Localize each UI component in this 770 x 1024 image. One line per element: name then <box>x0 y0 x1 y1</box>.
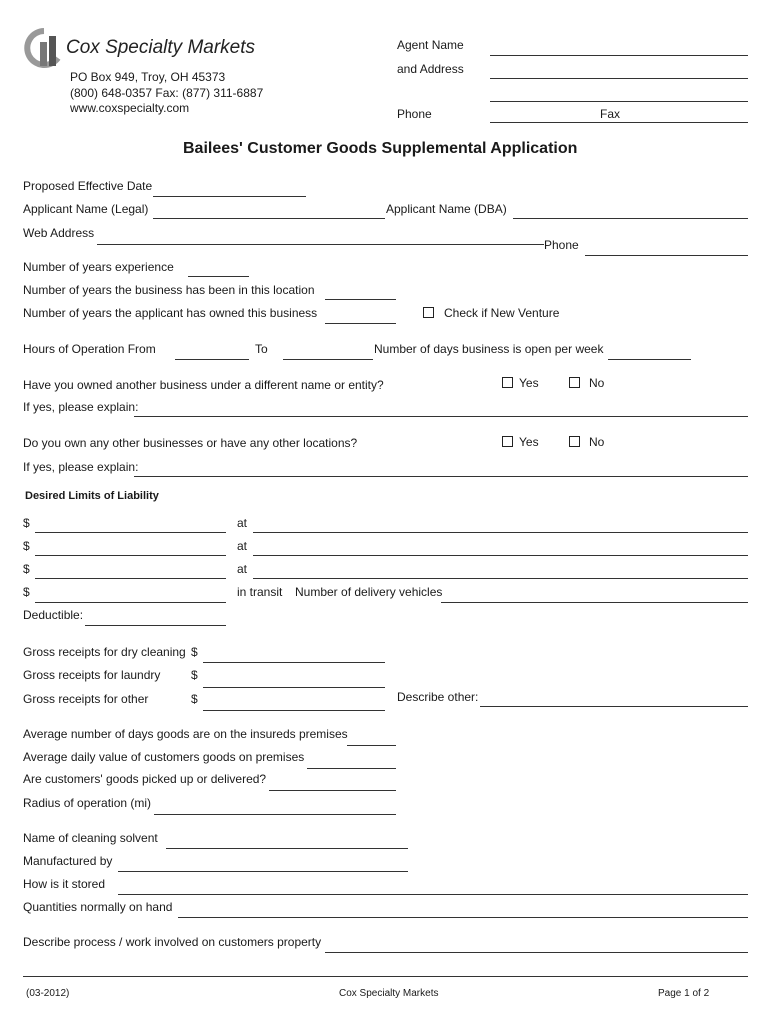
radius-field[interactable] <box>154 814 396 815</box>
owned-other-no-checkbox[interactable] <box>569 377 580 388</box>
company-name: Cox Specialty Markets <box>66 37 256 58</box>
limit-2-location-field[interactable] <box>253 555 748 556</box>
agent-address-field-2[interactable] <box>490 101 748 102</box>
company-logo <box>24 28 62 70</box>
avg-value-field[interactable] <box>307 768 396 769</box>
gross-dry-label: Gross receipts for dry cleaning <box>23 645 186 659</box>
gross-laundry-field[interactable] <box>203 687 385 688</box>
years-location-field[interactable] <box>325 299 396 300</box>
years-owned-label: Number of years the applicant has owned this business <box>23 306 318 320</box>
agent-name-label: Agent Name <box>397 38 464 52</box>
gross-dry-dollar: $ <box>191 645 198 659</box>
gross-other-label: Gross receipts for other <box>23 692 149 706</box>
limit-3-amount-field[interactable] <box>35 578 226 579</box>
owned-other-explain-field[interactable] <box>134 416 748 417</box>
owned-other-question: Have you owned another business under a different name or entity? <box>23 378 384 392</box>
hours-from-field[interactable] <box>175 359 249 360</box>
own-other-no-checkbox[interactable] <box>569 436 580 447</box>
gross-dry-field[interactable] <box>203 662 385 663</box>
company-website: www.coxspecialty.com <box>70 101 190 115</box>
avg-days-field[interactable] <box>347 745 396 746</box>
own-other-explain-label: If yes, please explain: <box>23 460 139 474</box>
proposed-date-label: Proposed Effective Date <box>23 179 153 193</box>
limit-1-dollar: $ <box>23 516 30 530</box>
in-transit-label: in transit <box>237 585 283 599</box>
applicant-legal-field[interactable] <box>153 218 385 219</box>
manufactured-label: Manufactured by <box>23 854 113 868</box>
years-experience-field[interactable] <box>188 276 249 277</box>
limit-2-dollar: $ <box>23 539 30 553</box>
describe-other-field[interactable] <box>480 706 748 707</box>
phone-field[interactable] <box>585 255 748 256</box>
proposed-date-field[interactable] <box>153 196 306 197</box>
form-code: (03-2012) <box>26 988 70 999</box>
gross-laundry-dollar: $ <box>191 668 198 682</box>
footer-divider <box>23 976 748 977</box>
own-other-question: Do you own any other businesses or have any other locations? <box>23 436 358 450</box>
applicant-dba-field[interactable] <box>513 218 748 219</box>
picked-up-field[interactable] <box>269 790 396 791</box>
web-address-field[interactable] <box>97 244 544 245</box>
years-experience-label: Number of years experience <box>23 260 174 274</box>
limit-3-location-field[interactable] <box>253 578 748 579</box>
agent-address-field[interactable] <box>490 78 748 79</box>
delivery-vehicles-field[interactable] <box>441 602 748 603</box>
limit-2-amount-field[interactable] <box>35 555 226 556</box>
days-open-field[interactable] <box>608 359 691 360</box>
deductible-field[interactable] <box>85 625 226 626</box>
own-other-no-label: No <box>589 435 605 449</box>
radius-label: Radius of operation (mi) <box>23 796 152 810</box>
gross-other-dollar: $ <box>191 692 198 706</box>
agent-fax-label: Fax <box>600 107 621 121</box>
picked-up-label: Are customers' goods picked up or delivered? <box>23 772 267 786</box>
gross-laundry-label: Gross receipts for laundry <box>23 668 161 682</box>
company-address: PO Box 949, Troy, OH 45373 <box>70 70 226 84</box>
new-venture-label: Check if New Venture <box>444 306 560 320</box>
deductible-label: Deductible: <box>23 608 84 622</box>
describe-process-field[interactable] <box>325 952 748 953</box>
avg-value-label: Average daily value of customers goods on premises <box>23 750 305 764</box>
hours-to-field[interactable] <box>283 359 373 360</box>
own-other-explain-field[interactable] <box>134 476 748 477</box>
quantities-field[interactable] <box>178 917 748 918</box>
describe-process-label: Describe process / work involved on customers property <box>23 935 322 949</box>
form-title: Bailees' Customer Goods Supplemental Application <box>183 140 578 157</box>
limit-1-amount-field[interactable] <box>35 532 226 533</box>
hours-from-label: Hours of Operation From <box>23 342 156 356</box>
agent-address-label: and Address <box>397 62 464 76</box>
company-phone-fax: (800) 648-0357 Fax: (877) 311-6887 <box>70 86 264 100</box>
days-open-label: Number of days business is open per week <box>374 342 604 356</box>
limits-heading: Desired Limits of Liability <box>25 490 159 502</box>
agent-phone-label: Phone <box>397 107 432 121</box>
agent-phone-fax-field[interactable] <box>490 122 748 123</box>
limit-4-dollar: $ <box>23 585 30 599</box>
limit-4-amount-field[interactable] <box>35 602 226 603</box>
page-number: Page 1 of 2 <box>658 988 710 999</box>
owned-other-explain-label: If yes, please explain: <box>23 400 139 414</box>
solvent-label: Name of cleaning solvent <box>23 831 158 845</box>
manufactured-field[interactable] <box>118 871 408 872</box>
agent-name-field[interactable] <box>490 55 748 56</box>
limit-3-at: at <box>237 562 248 576</box>
avg-days-label: Average number of days goods are on the insureds premises <box>23 727 348 741</box>
gross-other-field[interactable] <box>203 710 385 711</box>
limit-1-at: at <box>237 516 248 530</box>
own-other-yes-label: Yes <box>519 435 539 449</box>
new-venture-checkbox[interactable] <box>423 307 434 318</box>
footer-company: Cox Specialty Markets <box>339 988 439 999</box>
delivery-vehicles-label: Number of delivery vehicles <box>295 585 443 599</box>
limit-2-at: at <box>237 539 248 553</box>
years-location-label: Number of years the business has been in this location <box>23 283 315 297</box>
solvent-field[interactable] <box>166 848 408 849</box>
owned-other-yes-checkbox[interactable] <box>502 377 513 388</box>
web-address-label: Web Address <box>23 226 95 240</box>
years-owned-field[interactable] <box>325 323 396 324</box>
applicant-legal-label: Applicant Name (Legal) <box>23 202 149 216</box>
stored-field[interactable] <box>118 894 748 895</box>
describe-other-label: Describe other: <box>397 690 479 704</box>
limit-3-dollar: $ <box>23 562 30 576</box>
owned-other-no-label: No <box>589 376 605 390</box>
own-other-yes-checkbox[interactable] <box>502 436 513 447</box>
stored-label: How is it stored <box>23 877 106 891</box>
owned-other-yes-label: Yes <box>519 376 539 390</box>
hours-to-label: To <box>255 342 268 356</box>
limit-1-location-field[interactable] <box>253 532 748 533</box>
applicant-dba-label: Applicant Name (DBA) <box>386 202 507 216</box>
phone-label: Phone <box>544 238 579 252</box>
quantities-label: Quantities normally on hand <box>23 900 173 914</box>
